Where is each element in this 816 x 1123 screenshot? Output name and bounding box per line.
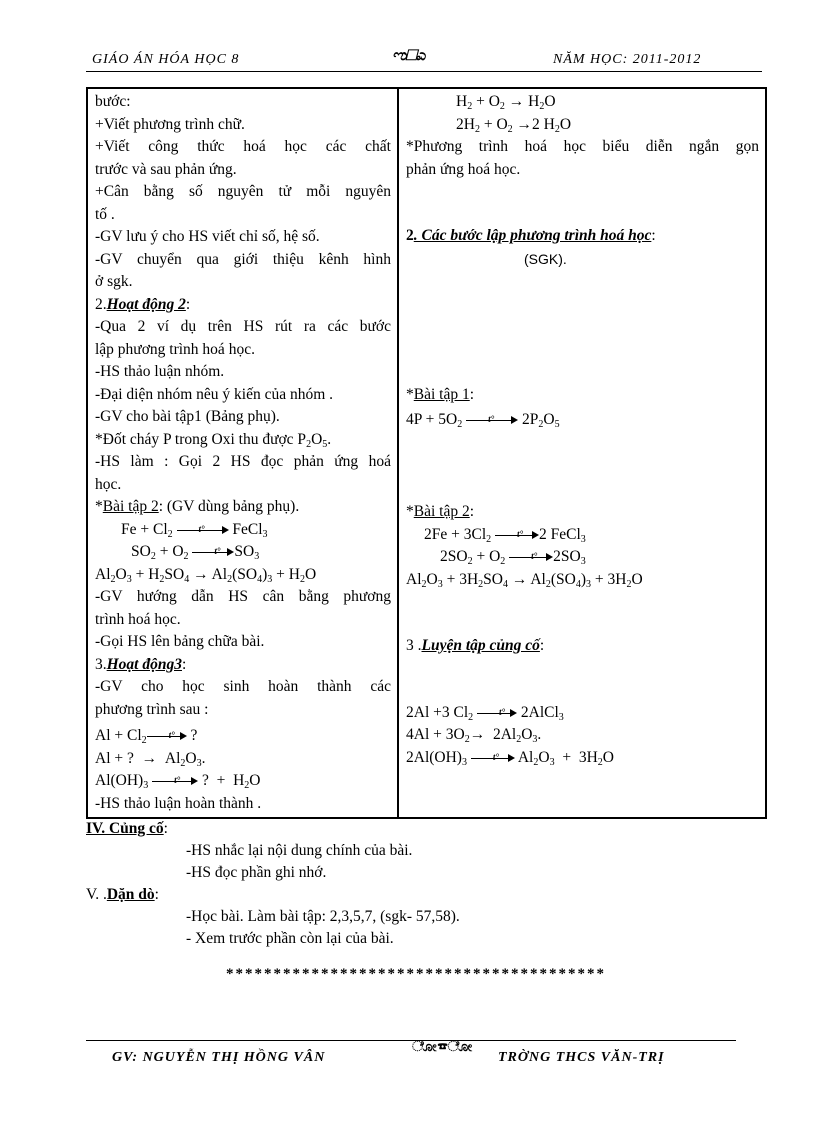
text-line: +Cân bằng số nguyên tử mỗi nguyên xyxy=(95,183,391,200)
arrow-icon: t° xyxy=(495,530,539,540)
text-line: bước: xyxy=(95,93,131,110)
text-line: học. xyxy=(95,475,122,493)
equation: $4Al + 3O_2\to 2Al_2O_3$. xyxy=(406,726,542,745)
equation: $Fe + Cl_2$ t° FeCl$_3$ xyxy=(121,520,268,540)
arrow-icon: t° xyxy=(466,415,518,425)
text-line: lập phương trình hoá học. xyxy=(95,340,255,358)
arrow-icon: t° xyxy=(177,525,229,535)
footer-teacher: GV: NGUYỄN THỊ HỒNG VÂN xyxy=(112,1050,326,1065)
text-line: tố . xyxy=(95,205,115,223)
equation: $2Fe + 3Cl_2$ t° 2 FeCl$_3$ xyxy=(424,525,586,545)
text-line: ở sgk. xyxy=(95,273,133,290)
text-line: (SGK). xyxy=(524,250,567,267)
text-line: -HS nhắc lại nội dung chính của bài. xyxy=(186,842,413,859)
section-2-heading: 2. Các bước lập phương trình hoá học: xyxy=(406,227,656,244)
arrow-icon: t° xyxy=(152,776,198,786)
equation: $Al_2O_3 + 3H_2SO_4 \to Al_2(SO_4)_3 + 3H_2O$ xyxy=(406,570,643,590)
text-line: -HS đọc phần ghi nhớ. xyxy=(186,864,327,881)
content-column xyxy=(398,88,766,818)
text-line: trước và sau phản ứng. xyxy=(95,160,237,178)
arrow-icon: t° xyxy=(192,547,234,557)
text-line: -GV chuyển qua giới thiệu kênh hình xyxy=(95,250,391,268)
text-line: -GV hướng dẫn HS cân bằng phương xyxy=(95,588,391,605)
text-line: -GV cho học sinh hoàn thành các xyxy=(95,678,391,695)
text-line: +Viết công thức hoá học các chất xyxy=(95,138,391,155)
arrow-icon: t° xyxy=(509,552,553,562)
equation: $Al + Cl_2$ t° ? xyxy=(95,727,198,746)
header-right: NĂM HỌC: 2011-2012 xyxy=(553,52,702,67)
equation: $4P + 5O_2$ t° $2P_2O_5$ xyxy=(406,410,560,430)
lesson-table xyxy=(86,87,767,819)
section-3-heading: 3 .Luyện tập củng cố: xyxy=(406,637,545,654)
teacher-activity-column xyxy=(87,88,398,818)
equation: $SO_2 + O_2$ t° $SO_3$ xyxy=(131,543,260,562)
exercise-1-heading: *Bài tập 1: xyxy=(406,386,475,403)
text-line: -GV lưu ý cho HS viết chỉ số, hệ số. xyxy=(95,228,320,245)
text-line: phương trình sau : xyxy=(95,700,209,718)
text-line: -GV cho bài tập1 (Bảng phụ). xyxy=(95,408,280,425)
text-line: - Xem trước phần còn lại của bài. xyxy=(186,930,394,947)
equation: $2Al(OH)_3$ t° $Al_2O_3 + 3H_2O$ xyxy=(406,748,614,768)
text-line: -Gọi HS lên bảng chữa bài. xyxy=(95,633,265,650)
text-line: -HS làm : Gọi 2 HS đọc phản ứng hoá xyxy=(95,453,391,470)
header-left: GIÁO ÁN HÓA HỌC 8 xyxy=(92,52,240,67)
text-line: -Đại diện nhóm nêu ý kiến của nhóm . xyxy=(95,385,334,403)
exercise-2-heading: *Bài tập 2: (GV dùng bảng phụ). xyxy=(95,498,300,515)
text-line: -HS thảo luận nhóm. xyxy=(95,363,225,380)
equation: $H_2 + O_2 \to H_2O$ xyxy=(456,93,556,112)
text-line: -HS thảo luận hoàn thành . xyxy=(95,794,262,812)
text-line: +Viết phương trình chữ. xyxy=(95,115,245,133)
text-line: -Học bài. Làm bài tập: 2,3,5,7, (sgk- 57,58). xyxy=(186,908,460,925)
equation: $2SO_2 + O_2$ t° $2SO_3$ xyxy=(440,548,586,567)
header-rule xyxy=(86,71,762,72)
text-line: trình hoá học. xyxy=(95,610,181,628)
section-v-heading: V. .Dặn dò: xyxy=(86,886,159,903)
section-iv-heading: IV. Củng cố: xyxy=(86,820,168,837)
text-line: *Đốt cháy P trong Oxi thu được $P_2O_5$. xyxy=(95,430,332,450)
equation: $2H_2 + O_2 \to 2$ $H_2O$ xyxy=(456,115,572,135)
activity-3-heading: 3.Hoạt động3: xyxy=(95,655,187,673)
equation: Al + ? → $Al_2O_3$. xyxy=(95,749,206,769)
separator-stars: **************************************** xyxy=(226,966,606,982)
activity-2-heading: 2.Hoạt động 2: xyxy=(95,295,191,313)
arrow-icon: t° xyxy=(471,753,515,763)
arrow-icon: t° xyxy=(147,731,187,741)
equation: $Al(OH)_3$ t° ? + $H_2O$ xyxy=(95,772,261,791)
footer-ornament: ೋ☎ೋ xyxy=(412,1040,474,1055)
exercise-2-answer-heading: *Bài tập 2: xyxy=(406,503,475,520)
arrow-icon: t° xyxy=(477,708,517,718)
header-ornament: ಌ☐ಎ xyxy=(392,48,425,64)
equation: $Al_2O_3 + H_2SO_4 \to Al_2(SO_4)_3 + H_2O$ xyxy=(95,565,317,585)
equation: 2Al +3 $Cl_2$ t° 2AlCl$_3$ xyxy=(406,703,564,723)
text-line: *Phương trình hoá học biểu diễn ngắn gọn xyxy=(406,138,759,155)
footer-rule xyxy=(86,1040,736,1041)
text-line: -Qua 2 ví dụ trên HS rút ra các bước xyxy=(95,318,391,335)
text-line: phản ứng hoá học. xyxy=(406,160,521,178)
footer-school: TRỜNG THCS VĂN-TRỊ xyxy=(498,1050,665,1065)
